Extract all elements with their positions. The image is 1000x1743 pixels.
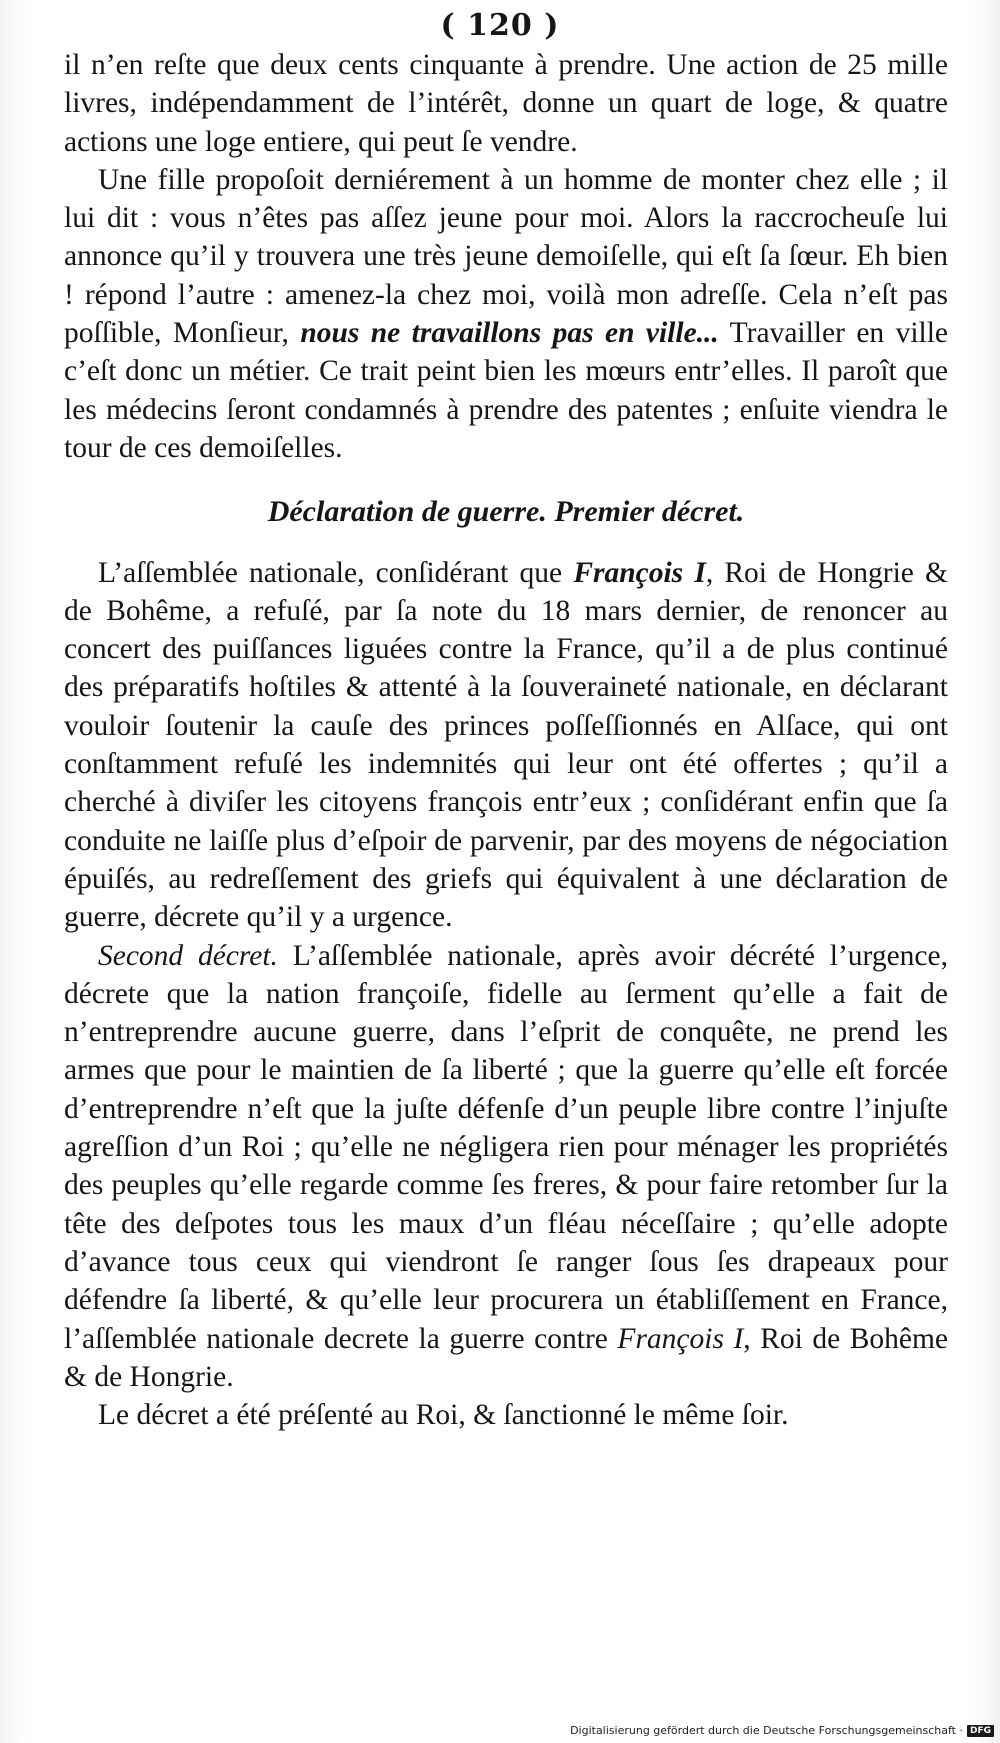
paragraph-2	[64, 161, 948, 467]
paragraph-5: Le décret a été préſenté au Roi, & ſanctionné le même ſoir.	[98, 1399, 789, 1432]
footer-credit-text: Digitalisierung gefördert durch die Deutsche Forschungsgemeinschaft ·	[570, 1724, 963, 1737]
dfg-logo-icon: DFG	[967, 1725, 994, 1737]
paragraph-3-text-b: , Roi de Hongrie & de Bohême, a refuſé, par ſa note du 18 mars dernier, de renoncer au concert des puiſſances liguées contre la France, qu’il a de plus continué des préparatifs hoſtiles & attenté à la ſouveraineté nationale, en déclarant vouloir ſoutenir la cauſe des princes poſſeſſionnés en Alſace, qui ont conſtamment refuſé les indemnités qui leur ont été offertes ; qu’il a cherché à diviſer les citoyens françois entr’eux ; conſidérant enfin que ſa conduite ne laiſſe plus d’eſpoir de parvenir, par des moyens de négociation épuiſés, au redreſſement des griefs qui équivalent à une déclaration de guerre, décrete qu’il y a urgence.	[64, 556, 948, 934]
paragraph-4-subheading: Second décret.	[98, 939, 278, 972]
paragraph-3-text-a: L’aſſemblée nationale, conſidérant que	[98, 556, 563, 589]
page-number: ( 120 )	[440, 8, 560, 43]
body-text	[64, 46, 948, 1434]
paragraph-2-text-a: Une fille propoſoit derniérement à un homme de monter chez elle ; il lui dit : vous n’êtes pas aſſez jeune pour moi. Alors la raccrocheuſe lui annonce qu’il y trouvera une très jeune demoiſelle, qui eſt ſa ſœur. Eh bien ! répond l’autre : amenez-la chez moi, voilà mon adreſſe. Cela n’eſt pas poſſible, Monſieur,	[64, 163, 948, 350]
paragraph-2-italic-quote: nous ne travaillons pas en ville...	[300, 317, 719, 350]
paragraph-4-text-a: L’aſſemblée nationale, après avoir décrété l’urgence, décrete que la nation françoiſe, fidelle au ſerment qu’elle a fait de n’entreprendre aucune guerre, dans l’eſprit de conquête, ne prend les armes que pour le maintien de ſa liberté ; que la guerre qu’elle eſt forcée d’entreprendre n’eſt que la juſte défenſe d’un peuple libre contre l’injuſte agreſſion d’un Roi ; qu’elle ne négligera rien pour ménager les propriétés des peuples qu’elle regarde comme ſes freres, & pour faire retomber ſur la tête des deſpotes tous les maux d’un fléau néceſſaire ; qu’elle adopte d’avance tous ceux qui viendront ſe ranger ſous ſes drapeaux pour défendre ſa liberté, & qu’elle leur procurera un établiſſement en France, l’aſſemblée nationale decrete la guerre contre	[64, 939, 948, 1355]
section-heading: Déclaration de guerre. Premier décret.	[267, 495, 745, 529]
paragraph-4-name: François I	[617, 1322, 744, 1355]
paragraph-4-text-b: , Roi de Bohême & de Hongrie.	[64, 1322, 949, 1393]
paragraph-3-name: François I	[573, 556, 706, 589]
digitization-footer	[570, 1724, 994, 1737]
paragraph-3	[64, 554, 948, 937]
paragraph-1: il n’en reſte que deux cents cinquante à prendre. Une action de 25 mille livres, indépendamment de l’intérêt, donne un quart de loge, & quatre actions une loge entiere, qui peut ſe vendre.	[64, 49, 948, 158]
paragraph-4	[64, 937, 948, 1397]
paragraph-2-text-b: Travailler en ville c’eſt donc un métier. Ce trait peint bien les mœurs entr’elles. Il paroît que les médecins ſeront condamnés à prendre des patentes ; enſuite viendra le tour de ces demoiſelles.	[64, 317, 949, 464]
